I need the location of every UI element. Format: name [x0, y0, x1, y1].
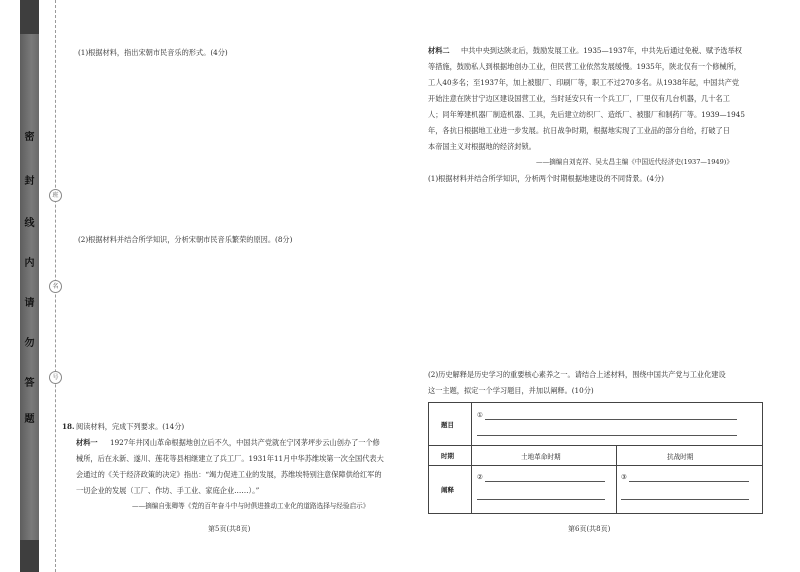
- answer-line: [629, 481, 749, 482]
- material-1-line: 会通过的《关于经济政策的决定》指出：“竭力促进工业的发展，苏维埃特别注意保障供给红军的: [76, 470, 382, 479]
- period-anti-japanese-war: 抗战时期: [667, 453, 694, 461]
- margin-mark: 号: [49, 371, 62, 384]
- answer-line: [621, 499, 749, 500]
- binding-strip-bottom: [20, 540, 39, 572]
- material-1-line: 1927年井冈山革命根据地创立后不久，中国共产党就在宁冈茅坪步云山创办了一个修: [110, 438, 380, 447]
- table-label-period: 时期: [441, 452, 454, 460]
- table-column-divider: [471, 403, 472, 513]
- question-18-2-line: 这一主题，拟定一个学习题目，并加以阐释。(10分): [428, 386, 594, 395]
- margin-mark: 班: [49, 189, 62, 202]
- seal-char: 内: [24, 258, 35, 269]
- page-footer-right: 第6页(共8页): [568, 525, 611, 533]
- table-row-divider: [429, 445, 762, 446]
- answer-marker: ③: [621, 473, 627, 481]
- table-row-divider: [429, 465, 762, 466]
- material-2-line: 本帝国主义对根据地的经济封锁。: [428, 142, 536, 151]
- answer-line: [485, 419, 737, 420]
- question-18-number: 18.: [62, 422, 75, 431]
- question-18-2-line: (2)历史解释是历史学习的重要核心素养之一。请结合上述材料，围绕中国共产党与工业化建设: [428, 370, 726, 379]
- material-2-line: 年，各抗日根据地工业进一步发展。抗日战争时期，根据地实现了工业品的部分自给，打破了日: [428, 126, 730, 135]
- material-1-source: ——摘编自张卿等《党的百年奋斗中与时俱进推动工业化的道路选择与经验启示》: [132, 502, 370, 510]
- table-label-explanation: 阐释: [441, 486, 454, 494]
- material-2-line: 人；同年筹建机器厂制造机器、工具，先后建立纺织厂、造纸厂、被服厂和制药厂等。1939—1945: [428, 110, 745, 119]
- question-18-1: (1)根据材料并结合所学知识，分析两个时期根据地建设的不同背景。(4分): [428, 174, 664, 183]
- margin-mark: 名: [49, 280, 62, 293]
- table-column-divider: [616, 445, 617, 513]
- material-2-line: 中共中央到达陕北后，鼓励发展工业。1935—1937年，中共先后通过免税、赋予选举权: [461, 46, 742, 55]
- seal-char: 答: [24, 378, 35, 389]
- material-2-line: 等措施，鼓励私人到根据地创办工业，但民营工业依然发展缓慢。1935年，陕北仅有一个修械所，: [428, 62, 741, 71]
- answer-line: [477, 435, 737, 436]
- seal-char: 线: [24, 218, 35, 229]
- material-2-line: 工人40多名；至1937年，加上被服厂、印刷厂等，职工不过270多名。从1938年起，中国共产党: [428, 78, 740, 87]
- material-2-source: ——摘编自刘克祥、吴太昌主编《中国近代经济史(1937—1949)》: [536, 158, 733, 166]
- table-label-title: 题目: [441, 421, 454, 429]
- binding-strip: [20, 0, 39, 572]
- material-1-line: 械所，后在永新、遂川、莲花等县相继建立了兵工厂。1931年11月中华苏维埃第一次全国代表大: [76, 454, 384, 463]
- seal-char: 请: [24, 298, 35, 309]
- seal-char: 勿: [24, 338, 35, 349]
- answer-table: [428, 402, 763, 514]
- page-footer-left: 第5页(共8页): [208, 525, 251, 533]
- material-1-line: 一切企业的发展（工厂、作坊、手工业、家庭企业……）。”: [76, 486, 260, 495]
- answer-marker: ②: [477, 473, 483, 481]
- answer-line: [485, 481, 605, 482]
- answer-marker: ①: [477, 411, 483, 419]
- question-17-2: (2)根据材料并结合所学知识，分析宋朝市民音乐繁荣的原因。(8分): [78, 235, 293, 244]
- answer-line: [477, 499, 605, 500]
- period-land-revolution: 土地革命时期: [521, 453, 561, 461]
- seal-char: 封: [24, 176, 35, 187]
- seal-char: 密: [24, 132, 35, 143]
- question-17-1: (1)根据材料，指出宋朝市民音乐的形式。(4分): [78, 48, 228, 57]
- material-2-line: 开始注意在陕甘宁边区建设国营工业，当时延安只有一个兵工厂，厂里仅有几台机器，几十名工: [428, 94, 730, 103]
- material-2-label: 材料二: [428, 46, 450, 55]
- binding-strip-top: [20, 0, 39, 34]
- question-18-title: 阅读材料，完成下列要求。(14分): [76, 422, 185, 431]
- material-1-label: 材料一: [76, 438, 98, 447]
- seal-char: 题: [24, 414, 35, 425]
